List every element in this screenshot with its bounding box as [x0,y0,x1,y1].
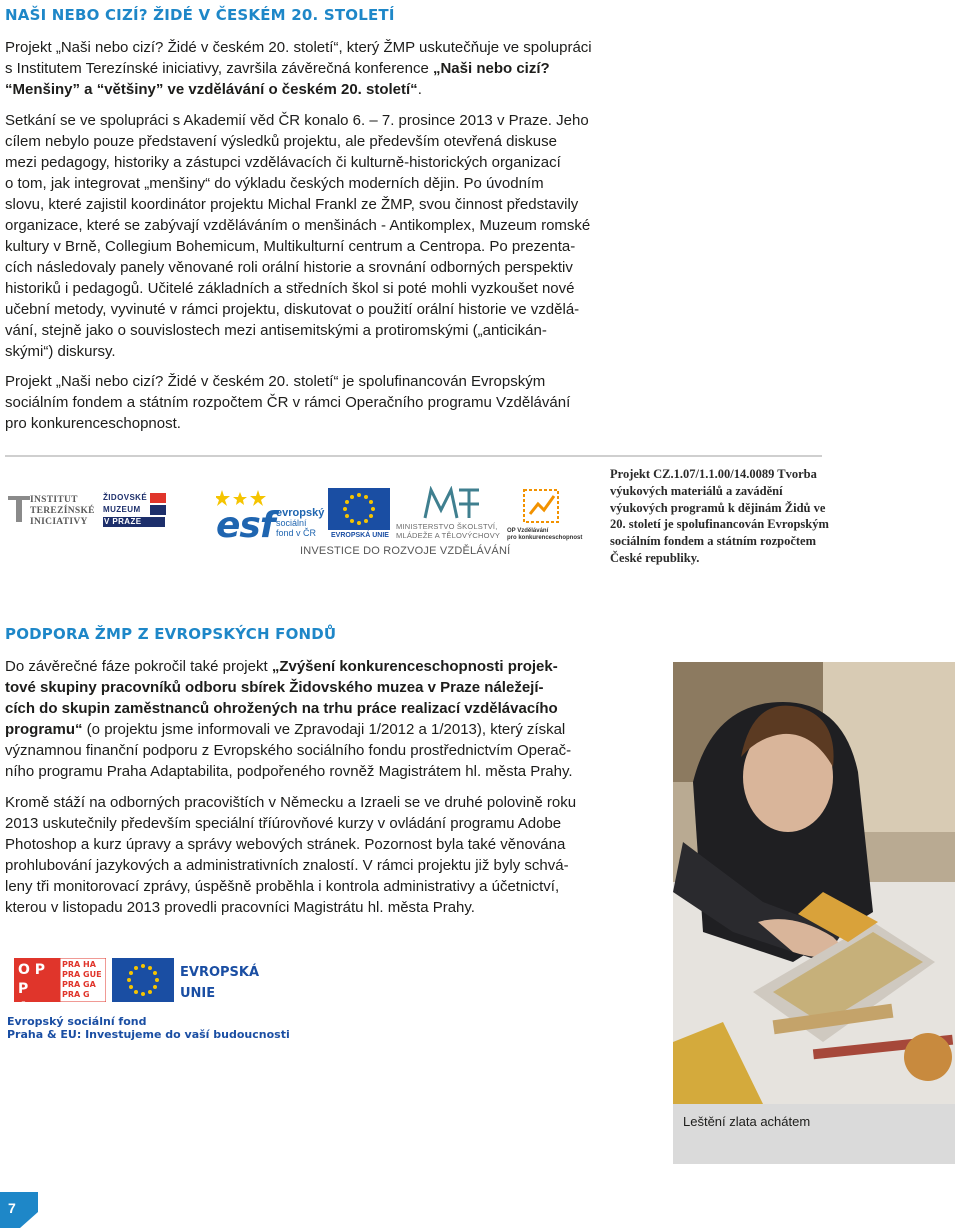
esf-logo-text: evropský sociální fond v ČR [276,507,325,538]
text-line: vání, stejně jako o souvislostech mezi antisemitskými a protiromskými („anticikán- [5,322,547,339]
text-line: tové skupiny pracovníků odboru sbírek Židovského muzea v Praze náležejí- [5,679,544,696]
text-line: významnou finanční podporu z Evropského sociálního fondu prostřednictvím Operač- [5,742,572,759]
text-line: učební metody, vyvinuté v rámci projektu, diskutovat o použití orální historie ve vzdělá- [5,301,580,318]
text-line: programu“ (o projektu jsme informovali ve Zpravodaji 1/2012 a 1/2013), který získal [5,721,566,738]
funding-paragraph [5,371,570,434]
text-line: Setkání se ve spolupráci s Akademií věd ČR konalo 6. – 7. prosince 2013 v Praze. Jeho [5,112,589,129]
divider-rule [5,455,822,457]
text-line: skými“) diskursy. [5,343,116,360]
text-line: Kromě stáží na odborných pracovištích v Německu a Izraeli se ve druhé polovině roku [5,794,577,811]
esf-project-paragraph [5,656,573,782]
page-number: 7 [8,1200,16,1216]
text-line: Photoshop a kurz úpravy a správy webových stránek. Pozornost byla také věnována [5,836,566,853]
text-line: slovu, které zajistil koordinátor projektu Michal Frankl ze ŽMP, svou činnost představily [5,196,579,213]
zmp-logo-icon [150,493,166,527]
iti-logo-icon [8,496,30,522]
text-line: kultury v Brně, Collegium Bohemicum, Multikulturní centrum a Centropa. Po prezenta- [5,238,576,255]
section-heading-podpora-zmp: PODPORA ŽMP Z EVROPSKÝCH FONDŮ [5,625,337,643]
text-line: cílem nebylo pouze představení výsledků projektu, ale především otevřená diskuse [5,133,557,150]
zmp-logo-line3: V PRAZE [103,517,165,527]
opvk-logo-icon [520,486,562,526]
eu-flag-icon [328,488,390,530]
text-line: organizace, které se zabývají vzděláváním o menšinách - Antikomplex, Muzeum romské [5,217,591,234]
opvk-logo-text: OP Vzdělávání pro konkurenceschopnost [507,528,583,541]
oppa-logo-letters: O P P A [18,962,46,1016]
text-line: 2013 uskutečnily především speciální tříúrovňové kurzy v ovládání programu Adobe [5,815,562,832]
msmt-logo-icon [423,486,481,520]
text-line: Projekt „Naši nebo cizí? Židé v českém 20. století“ je spolufinancován Evropským [5,373,546,390]
text-line: cích následovaly panely věnované roli orální historie a srovnání odborných perspektiv [5,259,573,276]
text-line: pro konkurenceschopnost. [5,415,181,432]
idv-logo-text: INVESTICE DO ROZVOJE VZDĚLÁVÁNÍ [300,545,511,557]
conference-paragraph [5,110,590,362]
section-heading-nasi-nebo-cizi: NAŠI NEBO CIZÍ? ŽIDÉ V ČESKÉM 20. STOLETÍ [5,6,395,24]
eu-unie-text: EVROPSKÁ UNIE [180,965,260,1001]
text-line: cích do skupin zaměstnanců ohrožených na trhu práce realizací vzdělávacího [5,700,558,717]
photo-caption: Leštění zlata achátem [683,1114,811,1129]
text-line: o tom, jak integrovat „menšiny“ do výkladu českých moderních dějin. Po úvodním [5,175,544,192]
project-note: Projekt CZ.1.07/1.1.00/14.0089 Tvorba výukových materiálů a zavádění výukových programů k dějinám Židů ve 20. století je spolufinancován Evropským sociálním fondem a státním rozpočtem České republiky. [610,467,829,565]
text-line: Projekt „Naši nebo cizí? Židé v českém 20. století“, který ŽMP uskutečňuje ve spolupráci [5,39,592,56]
text-line: mezi pedagogy, historiky a zástupci vzdělávacích či kulturně-historických organizací [5,154,561,171]
text-line: Do závěrečné fáze pokročil také projekt „Zvýšení konkurenceschopnosti projek- [5,658,558,675]
esf-logo-letters: esf [216,505,275,546]
intro-paragraph [5,37,592,100]
text-line: s Institutem Terezínské iniciativy, završila závěrečná konference „Naši nebo cizí? [5,60,550,77]
text-line: ního programu Praha Adaptabilita, podpořeného rovněž Magistrátem hl. města Prahy. [5,763,573,780]
text-line: kterou v listopadu 2013 provedli pracovníci Magistrátu hl. města Prahy. [5,899,475,916]
courses-paragraph [5,792,576,918]
text-line: leny tři monitorovací zprávy, úspěšně proběhla i kontrola administrativy a účetnictví, [5,878,560,895]
msmt-logo-text: MINISTERSTVO ŠKOLSTVÍ, MLÁDEŽE A TĚLOVÝCHOVY [396,522,501,540]
zmp-logo-line1: ŽIDOVSKÉ [103,493,148,502]
gilding-photo [673,662,955,1104]
esf-footer-text: Evropský sociální fond Praha & EU: Investujeme do vaší budoucnosti [7,1015,290,1041]
text-line: sociálním fondem a státním rozpočtem ČR v rámci Operačního programu Vzdělávání [5,394,571,411]
oppa-logo-grid: PRA HA PRA GUE PRA GA PRA G [62,960,102,999]
text-line: “Menšiny” a “většiny” ve vzdělávání o českém 20. století“. [5,81,422,98]
text-line: prohlubování jazykových a administrativních znalostí. V rámci projektu již byly schvá- [5,857,569,874]
iti-logo-text: INSTITUT TEREZÍNSKÉ INICIATIVY [30,495,95,527]
eu-flag-caption: EVROPSKÁ UNIE [331,532,389,539]
text-line: historiků i pedagogů. Učitelé základních a středních škol si poté mohli vyzkoušet nové [5,280,575,297]
zmp-logo-line2: MUZEUM [103,505,141,514]
page-number-tab [0,1192,38,1228]
photo-caption-box [673,1104,955,1164]
eu-flag-icon-2 [112,958,174,1002]
